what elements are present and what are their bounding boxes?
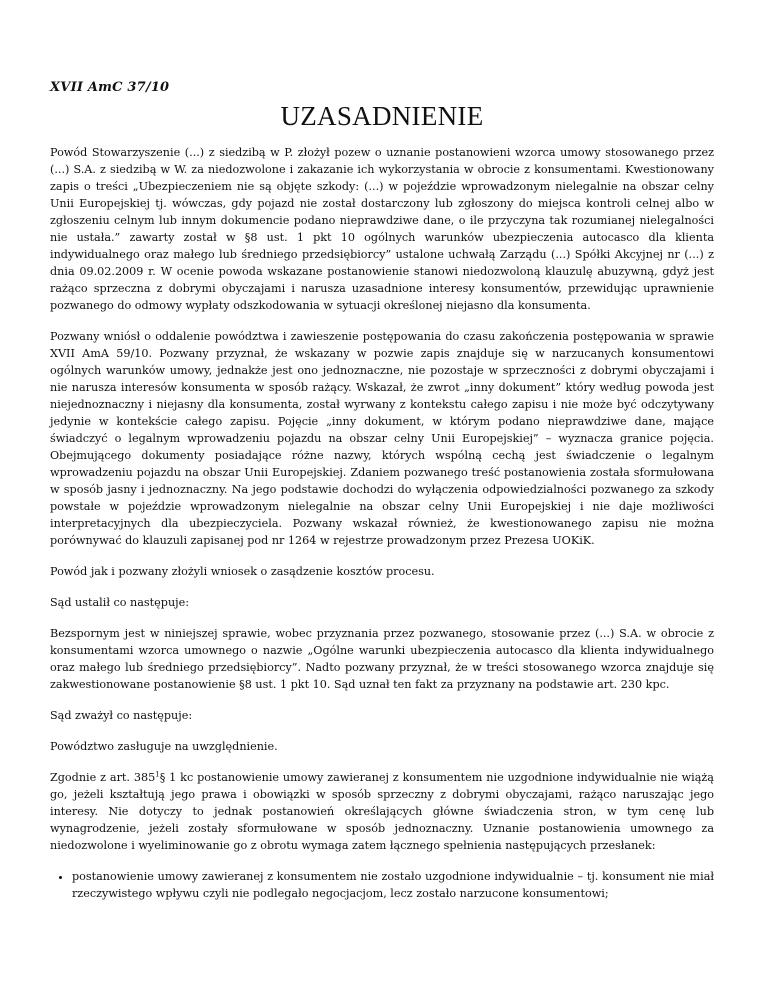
list-item: • postanowienie umowy zawieranej z konsumentem nie zostało uzgodnione indywidualnie – tj. konsument nie miał rzeczywistego wpływu czyli nie podlegało negocjacjom, lecz zostało narzucone konsumentowi; [72,868,714,902]
article-text-after: § 1 kc postanowienie umowy zawieranej z konsumentem nie uzgodnione indywidualnie nie wiążą go, jeżeli kształtują jego prawa i obowiązki w sposób sprzeczny z dobrymi obyczajami, rażąco naruszając jego interesy. Nie dotyczy to jednak postanowień określających główne świadczenia stron, w tym cenę lub wynagrodzenie, jeżeli zostały sformułowane w sposób jednoznaczny. Uznanie postanowienia umownego za niedozwolone i wyeliminowanie go z obrotu wymaga zatem łącznego spełnienia następujących przesłanek: [50,771,714,852]
article-superscript: 1 [155,770,160,779]
premises-list [50,868,714,902]
case-signature: XVII AmC 37/10 [50,80,170,95]
paragraph-considerations-heading: Sąd zważył co następuje: [50,709,193,722]
article-text-before: Zgodnie z art. 385 [50,771,156,784]
paragraph-findings-heading: Sąd ustalił co następuje: [50,596,190,609]
paragraph-verdict: Powództwo zasługuje na uwzględnienie. [50,740,278,753]
paragraph-costs: Powód jak i pozwany złożyli wniosek o zasądzenie kosztów procesu. [50,565,435,578]
paragraph-article [50,769,714,854]
document-title: UZASADNIENIE [280,101,484,131]
paragraph-findings: Bezspornym jest w niniejszej sprawie, wobec przyznania przez pozwanego, stosowanie przez (...) S.A. w obrocie z konsumentami wzorca umownego o nazwie „Ogólne warunki ubezpieczenia autocasco dla klienta indywidualnego oraz małego lub średniego przedsiębiorcy”. Nadto pozwany przyznał, że w treści stosowanego wzorca znajduje się zakwestionowane postanowienie §8 ust. 1 pkt 10. Sąd uznał ten fakt za przyznany na podstawie art. 230 kpc. [50,627,714,691]
paragraph-defense: Pozwany wniósł o oddalenie powództwa i zawieszenie postępowania do czasu zakończenia postępowania w sprawie XVII AmA 59/10. Pozwany przyznał, że wskazany w pozwie zapis znajduje się w narzucanych konsumentowi ogólnych warunków umowy, jednakże jest ono jednoznaczne, nie pozostaje w sprzeczności z dobrymi obyczajami i nie narusza interesów konsumenta w sposób rażący. Wskazał, że zwrot „inny dokument” który według powoda jest niejednoznaczny i niejasny dla konsumenta, został wyrwany z kontekstu całego zapisu i nie może być odczytywany jedynie w kontekście całego zapisu. Pojęcie „inny dokument, w którym podano nieprawdziwe dane, mające świadczyć o legalnym wprowadzeniu pojazdu na obszar celny Unii Europejskiej” – wyznacza granice pojęcia. Obejmującego dokumenty posiadające różne nazwy, których wspólną cechą jest świadczenie o legalnym wprowadzeniu pojazdu na obszar Unii Europejskiej. Zdaniem pozwanego treść postanowienia została sformułowana w sposób jasny i jednoznaczny. Na jego podstawie dochodzi do wyłączenia odpowiedzialności pozwanego za szkody powstałe w pojeździe wprowadzonym nielegalnie na obszar celny Unii Europejskiej i nie daje możliwości interpretacyjnych dla ubezpieczyciela. Pozwany wskazał również, że kwestionowanego zapisu nie można porównywać do klauzuli zapisanej pod nr 1264 w rejestrze prowadzonym przez Prezesa UOKiK. [50,330,714,547]
document-page [50,80,714,902]
paragraph-claim: Powód Stowarzyszenie (...) z siedzibą w P. złożył pozew o uznanie postanowieni wzorca umowy stosowanego przez (...) S.A. z siedzibą w W. za niedozwolone i zakazanie ich wykorzystania w obrocie z konsumentami. Kwestionowany zapis o treści „Ubezpieczeniem nie są objęte szkody: (...) w pojeździe wprowadzonym nielegalnie na obszar celny Unii Europejskiej tj. wówczas, gdy pojazd nie został dostarczony lub zgłoszony do miejsca kontroli celnej albo w zgłoszeniu celnym lub innym dokumencie podano nieprawdziwe dane, o ile przyczyna tak rozumianej nielegalności nie ustała.” zawarty został w §8 ust. 1 pkt 10 ogólnych warunków ubezpieczenia autocasco dla klienta indywidualnego oraz małego lub średniego przedsiębiorcy” ustalone uchwałą Zarządu (...) Spółki Akcyjnej nr (...) z dnia 09.02.2009 r. W ocenie powoda wskazane postanowienie stanowi niedozwoloną klauzulę abuzywną, gdyż jest rażąco sprzeczna z dobrymi obyczajami i narusza uzasadnione interesy konsumentów, przewidując uprawnienie pozwanego do odmowy wypłaty odszkodowania w sytuacji określonej niejasno dla konsumenta. [50,146,714,312]
